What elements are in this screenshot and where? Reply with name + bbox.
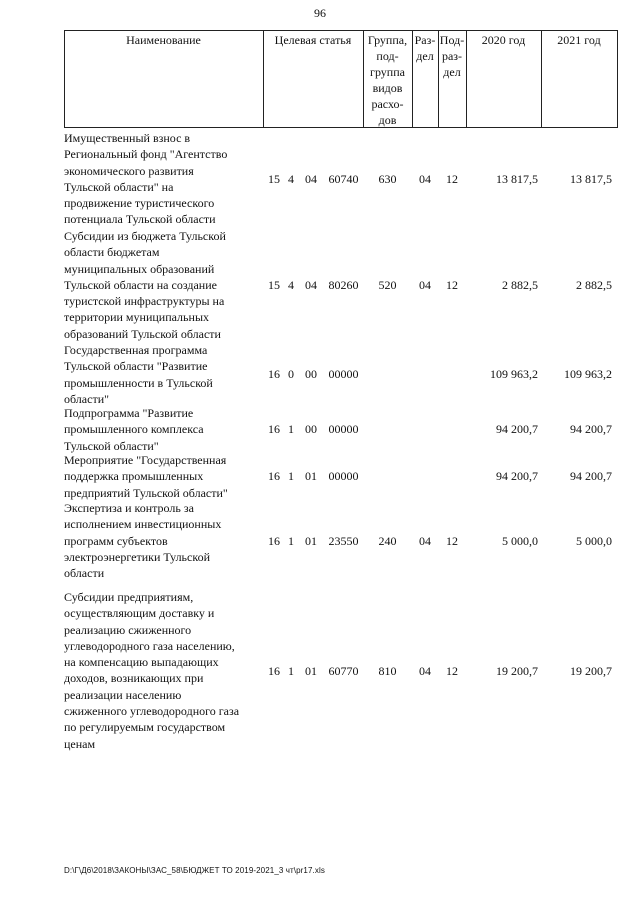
code-part: 16 [268,469,280,483]
header-expense-group: Группа, под- группа видов расхо- дов [367,33,408,127]
subsection: 12 [446,534,458,548]
row-name: Государственная программа Тульской области "Развитие промышленности в Тульской области" [64,343,213,406]
amount-2021: 94 200,7 [570,469,612,483]
code-part: 16 [268,422,280,436]
subsection: 12 [446,664,458,678]
code-part: 00000 [328,469,359,483]
code-part: 60740 [328,172,359,186]
code-part: 01 [305,469,317,483]
amount-2021: 19 200,7 [570,664,612,678]
amount-2020: 2 882,5 [502,278,538,292]
amount-2021: 13 817,5 [570,172,612,186]
code-part: 00 [305,367,317,381]
table-header-bottom-border [64,127,618,128]
code-part: 00000 [328,367,359,381]
row-name: Мероприятие "Государственная поддержка промышленных предприятий Тульской области" [64,453,228,500]
amount-2020: 19 200,7 [496,664,538,678]
expense-group: 810 [378,664,397,678]
code-part: 1 [288,469,294,483]
amount-2020: 94 200,7 [496,469,538,483]
code-part: 23550 [328,534,359,548]
code-part: 15 [268,172,280,186]
expense-group: 630 [378,172,397,186]
code-part: 04 [305,172,317,186]
row-name: Субсидии предприятиям, осуществляющим доставку и реализацию сжиженного углеводородного газа населению, на компенсацию выпадающих доходов, возникающих при реализации населению сжиженного углеводородного газа по регулируемым государством ценам [64,590,240,751]
code-part: 1 [288,664,294,678]
amount-2021: 5 000,0 [576,534,612,548]
amount-2020: 5 000,0 [502,534,538,548]
code-part: 4 [288,172,294,186]
expense-group: 520 [378,278,397,292]
code-part: 0 [288,367,294,381]
col-divider [617,30,618,128]
amount-2020: 13 817,5 [496,172,538,186]
code-part: 16 [268,534,280,548]
code-part: 01 [305,664,317,678]
header-subsection: Под- раз- дел [439,33,465,79]
header-year-2020: 2020 год [481,33,526,47]
code-part: 1 [288,422,294,436]
table-top-border [64,30,618,31]
row-name: Подпрограмма "Развитие промышленного комплекса Тульской области" [64,406,204,453]
subsection: 12 [446,278,458,292]
amount-2020: 94 200,7 [496,422,538,436]
header-section: Раз- дел [414,33,436,63]
code-part: 04 [305,278,317,292]
expense-group: 240 [378,534,397,548]
section: 04 [419,278,431,292]
header-name: Наименование [126,33,201,47]
code-part: 16 [268,664,280,678]
code-part: 00000 [328,422,359,436]
amount-2020: 109 963,2 [490,367,538,381]
row-name: Имущественный взнос в Региональный фонд "Агентство экономического развития Тульской области" на продвижение туристического потенциала Тульской области [64,131,228,227]
amount-2021: 94 200,7 [570,422,612,436]
code-part: 15 [268,278,280,292]
code-part: 16 [268,367,280,381]
code-part: 4 [288,278,294,292]
header-target-article: Целевая статья [274,33,352,47]
header-year-2021: 2021 год [557,33,601,47]
subsection: 12 [446,172,458,186]
row-name: Субсидии из бюджета Тульской области бюджетам муниципальных образований Тульской области на создание туристской инфраструктуры на территории муниципальных образований Тульской области [64,229,226,341]
amount-2021: 109 963,2 [564,367,612,381]
file-path-footer: D:\Г\Д6\2018\ЗАКОНЫ\ЗАС_58\БЮДЖЕТ ТО 2019-2021_3 чт\pr17.xls [64,866,325,875]
page-number: 96 [314,6,326,20]
section: 04 [419,172,431,186]
code-part: 60770 [328,664,359,678]
section: 04 [419,534,431,548]
code-part: 00 [305,422,317,436]
code-part: 80260 [328,278,359,292]
section: 04 [419,664,431,678]
row-name: Экспертиза и контроль за исполнением инвестиционных программ субъектов электроэнергетики Тульской области [64,501,222,581]
amount-2021: 2 882,5 [576,278,612,292]
code-part: 01 [305,534,317,548]
code-part: 1 [288,534,294,548]
